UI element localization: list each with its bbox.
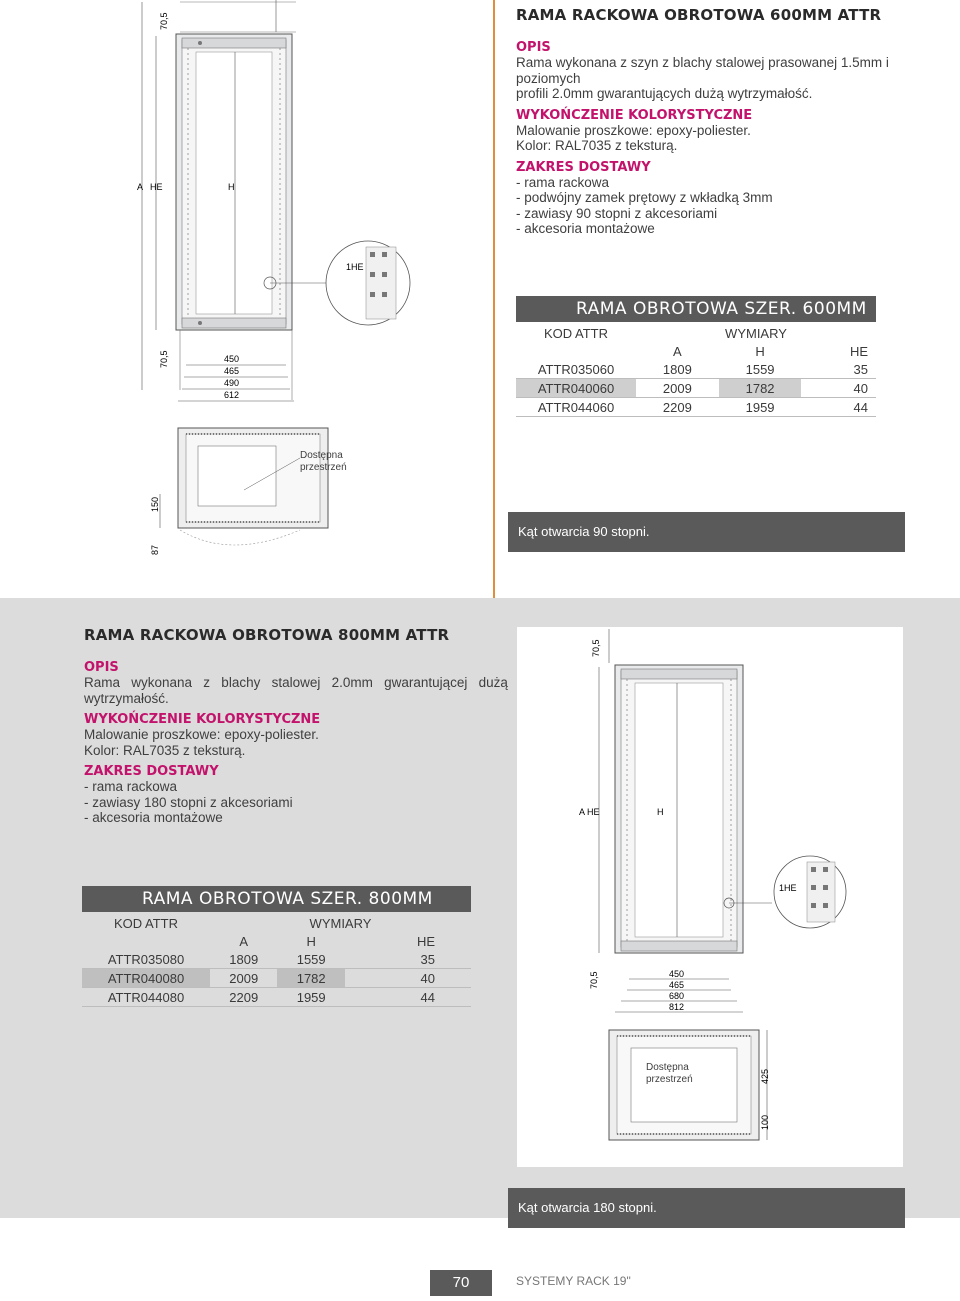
top-opis-line-2: profili 2.0mm gwarantujących dużą wytrzymałość. <box>516 86 813 101</box>
table-cell: 1809 <box>210 950 277 969</box>
bottom-angle-bar: Kąt otwarcia 180 stopni. <box>508 1188 905 1228</box>
dim-H-label: H <box>228 182 235 192</box>
rack-800-plan-drawing <box>595 1020 775 1160</box>
top-zak-item: - zawiasy 90 stopni z akcesoriami <box>516 205 718 221</box>
bottom-table-heading: RAMA OBROTOWA SZER. 800MM <box>82 886 471 912</box>
bottom-wyk-line-2: Kolor: RAL7035 z teksturą. <box>84 742 246 758</box>
zoom-1he-label: 1HE <box>779 883 797 893</box>
dim-width-812: 812 <box>669 1002 685 1012</box>
dim-width-450: 450 <box>669 969 685 979</box>
top-wyk-line-2: Kolor: RAL7035 z teksturą. <box>516 138 678 153</box>
col-A-header: A <box>673 343 682 359</box>
table-cell: 2209 <box>210 988 277 1007</box>
rack-800-plan-dims <box>756 1060 776 1140</box>
bottom-dostepna-label <box>646 1062 693 1086</box>
bottom-opis-heading: OPIS <box>84 660 119 675</box>
dim-width-680: 680 <box>669 991 685 1001</box>
bottom-opis-line-2: wytrzymałość. <box>84 690 169 706</box>
top-zak-item: - podwójny zamek prętowy z wkładką 3mm <box>516 190 773 205</box>
dim-425-label: 425 <box>760 1068 770 1084</box>
dim-HE-label: HE <box>150 182 163 192</box>
col-kod-header: KOD ATTR <box>113 915 179 931</box>
rack-600-front-drawing <box>120 0 420 420</box>
col-H-header: H <box>306 933 316 949</box>
table-cell: 1959 <box>719 398 802 417</box>
table-cell: ATTR035060 <box>516 360 636 379</box>
top-table-heading: RAMA OBROTOWA SZER. 600MM <box>516 296 876 322</box>
top-wyk-heading: WYKOŃCZENIE KOLORYSTYCZNE <box>516 107 753 123</box>
top-opis-line-1: Rama wykonana z szyn z blachy stalowej prasowanej 1.5mm i poziomych <box>516 55 889 86</box>
table-cell: 40 <box>345 969 471 988</box>
table-cell: 2209 <box>636 398 719 417</box>
table-cell: 35 <box>345 950 471 969</box>
col-wymiary-header: WYMIARY <box>309 915 372 931</box>
dostepna-text: Dostępna <box>646 1062 689 1073</box>
top-zak-item: - rama rackowa <box>516 174 610 190</box>
bottom-product-title: RAMA RACKOWA OBROTOWA 800MM ATTR <box>84 626 450 644</box>
przestrzen-text: przestrzeń <box>300 462 347 473</box>
bottom-zak-item: - rama rackowa <box>84 779 178 794</box>
table-cell: ATTR035080 <box>82 950 210 969</box>
dim-width-465: 465 <box>224 366 240 376</box>
col-wymiary-header: WYMIARY <box>725 325 787 341</box>
col-HE-header: HE <box>416 933 435 949</box>
dim-A-label: A <box>137 182 144 192</box>
top-dimension-table <box>516 324 876 417</box>
top-product-title: RAMA RACKOWA OBROTOWA 600MM ATTR <box>516 6 882 24</box>
bottom-wyk-line-1: Malowanie proszkowe: epoxy-poliester. <box>84 727 319 742</box>
table-cell: 44 <box>801 398 876 417</box>
dim-150-label: 150 <box>150 496 160 512</box>
table-cell: 1959 <box>277 988 344 1007</box>
table-cell: ATTR040080 <box>82 969 210 988</box>
dim-bottom-label: 70,5 <box>589 971 599 989</box>
dim-bottom-label: 70,5 <box>159 350 169 368</box>
table-cell: 2009 <box>636 379 719 398</box>
table-cell: 1782 <box>277 969 344 988</box>
col-HE-header: HE <box>849 343 868 359</box>
table-cell: ATTR044080 <box>82 988 210 1007</box>
dim-top-label: 70,5 <box>159 12 169 30</box>
col-A-header: A <box>239 933 249 949</box>
dim-width-465: 465 <box>669 980 685 990</box>
table-cell: 35 <box>801 360 876 379</box>
dim-top-label: 70,5 <box>591 639 601 657</box>
dostepna-text: Dostępna <box>300 450 343 461</box>
table-cell: 40 <box>801 379 876 398</box>
rack-800-front-drawing <box>517 627 903 1047</box>
bottom-zak-heading: ZAKRES DOSTAWY <box>84 764 219 779</box>
top-description <box>516 6 936 237</box>
top-zak-heading: ZAKRES DOSTAWY <box>516 159 651 175</box>
bottom-wyk-heading: WYKOŃCZENIE KOLORYSTYCZNE <box>84 712 321 727</box>
top-opis-heading: OPIS <box>516 40 551 55</box>
orange-divider <box>493 0 495 598</box>
top-zak-item: - akcesoria montażowe <box>516 221 655 236</box>
dim-AHE-label: A HE <box>579 807 600 817</box>
bottom-zak-item: - akcesoria montażowe <box>84 810 223 825</box>
table-cell: ATTR044060 <box>516 398 636 417</box>
page-number: 70 <box>430 1270 492 1296</box>
bottom-zak-item: - zawiasy 180 stopni z akcesoriami <box>84 794 293 810</box>
dim-100-label: 100 <box>760 1114 770 1130</box>
table-cell: 1809 <box>636 360 719 379</box>
dim-width-612: 612 <box>224 390 240 400</box>
rack-600-plan-drawing <box>140 420 380 570</box>
footer-section-label: SYSTEMY RACK 19" <box>516 1274 631 1288</box>
table-cell: 44 <box>345 988 471 1007</box>
dim-width-490: 490 <box>224 378 240 388</box>
table-cell: 1782 <box>719 379 802 398</box>
table-cell: 1559 <box>719 360 802 379</box>
dim-87-label: 87 <box>150 544 160 555</box>
dim-width-450: 450 <box>224 354 240 364</box>
top-dostepna-label <box>300 450 347 474</box>
table-cell: ATTR040060 <box>516 379 636 398</box>
col-H-header: H <box>755 343 765 359</box>
bottom-opis-line-1: Rama wykonana z blachy stalowej 2.0mm gwarantującej dużą <box>84 675 508 690</box>
table-cell: 2009 <box>210 969 277 988</box>
zoom-1he-label: 1HE <box>346 262 364 272</box>
table-cell: 1559 <box>277 950 344 969</box>
top-wyk-line-1: Malowanie proszkowe: epoxy-poliester. <box>516 122 751 138</box>
bottom-description <box>84 626 508 826</box>
col-kod-header: KOD ATTR <box>543 325 609 341</box>
top-angle-bar: Kąt otwarcia 90 stopni. <box>508 512 905 552</box>
przestrzen-text: przestrzeń <box>646 1074 693 1085</box>
dim-H-label: H <box>657 807 664 817</box>
bottom-dimension-table <box>82 914 471 1007</box>
